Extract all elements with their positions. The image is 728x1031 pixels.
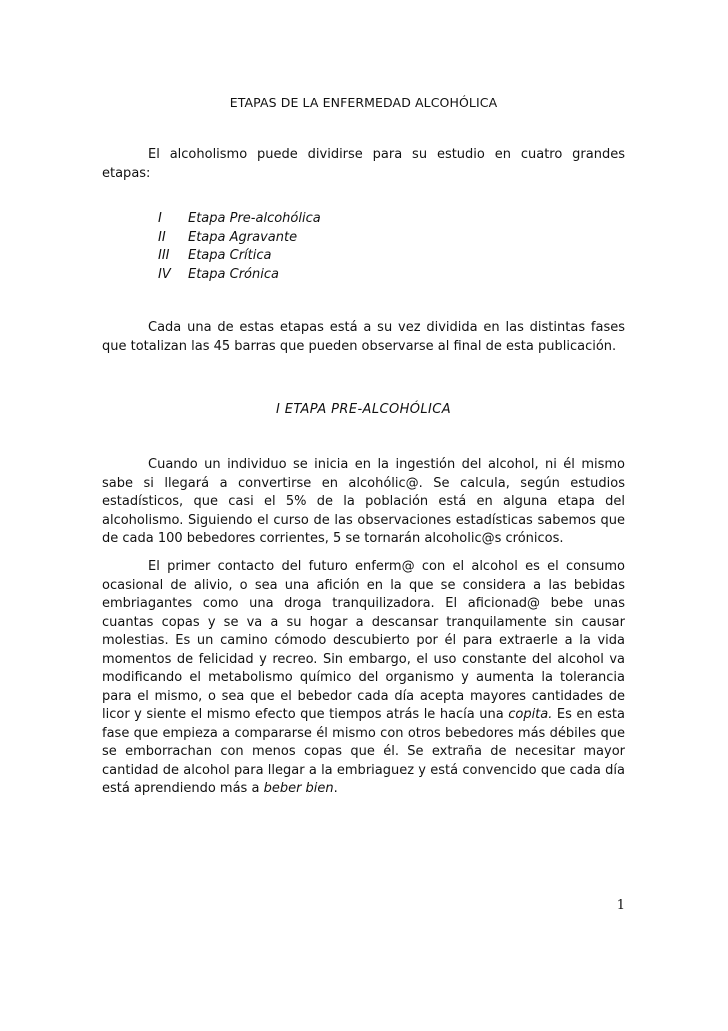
stages-list — [158, 210, 321, 284]
paragraph-1: Cuando un individuo se inicia en la ingestión del alcohol, ni él mismo sabe si llegará a convertirse en alcohólic@. Se calcula, según estudios estadísticos, que casi el 5% de la población está en alguna etapa del alcoholismo. Siguiendo el curso de las observaciones estadísticas sabemos que de cada 100 bebedores corrientes, 5 se tornarán alcoholic@s crónicos. — [102, 457, 625, 546]
stage-numeral: I — [158, 211, 162, 226]
stage-item — [158, 247, 321, 266]
document-title: ETAPAS DE LA ENFERMEDAD ALCOHÓLICA — [229, 95, 498, 110]
stage-item — [158, 266, 321, 285]
section-title: I ETAPA PRE-ALCOHÓLICA — [275, 402, 452, 417]
stage-label: Etapa Crónica — [188, 266, 279, 282]
intro-paragraph: El alcoholismo puede dividirse para su estudio en cuatro grandes etapas: — [102, 147, 625, 181]
stage-label: Etapa Agravante — [188, 229, 298, 245]
paragraph-2 — [102, 558, 625, 799]
stage-numeral: IV — [158, 266, 171, 282]
phases-paragraph: Cada una de estas etapas está a su vez dividida en las distintas fases que totalizan las 45 barras que pueden observarse al final de esta publicación. — [102, 320, 625, 354]
stage-label: Etapa Crítica — [188, 248, 272, 263]
emphasis-beber-bien: beber bien — [263, 781, 334, 796]
paragraph-2-text-middle: Es en esta fase que empieza a compararse él mismo con otros bebedores más débiles que se emborrachan con menos copas que él. Se extraña de necesitar mayor cantidad de alcohol para llegar a la embriaguez y está convencido que cada día está aprendiendo más a — [102, 707, 625, 796]
stage-item — [158, 229, 321, 248]
stage-label: Etapa Pre-alcohólica — [188, 211, 321, 226]
stage-item — [158, 210, 321, 229]
paragraph-2-text: El primer contacto del futuro enferm@ con el alcohol es el consumo ocasional de alivio, o sea una afición en la que se considera a las bebidas embriagantes como una droga tranquilizadora. El aficionad@ bebe unas cuantas copas y se va a su hogar a descansar tranquilamente sin causar molestias. Es un camino cómodo descubierto por él para extraerle a la vida momentos de felicidad y recreo. Sin embargo, el uso constante del alcohol va modificando el metabolismo químico del organismo y aumenta la tolerancia para el mismo, o sea que el bebedor cada día acepta mayores cantidades de licor y siente el mismo efecto que tiempos atrás le hacía una — [102, 559, 625, 722]
stage-numeral: II — [158, 229, 166, 245]
page-number: 1 — [616, 898, 625, 913]
paragraph-2-end: . — [333, 781, 338, 796]
stage-numeral: III — [158, 248, 170, 263]
emphasis-copita: copita. — [508, 707, 553, 722]
